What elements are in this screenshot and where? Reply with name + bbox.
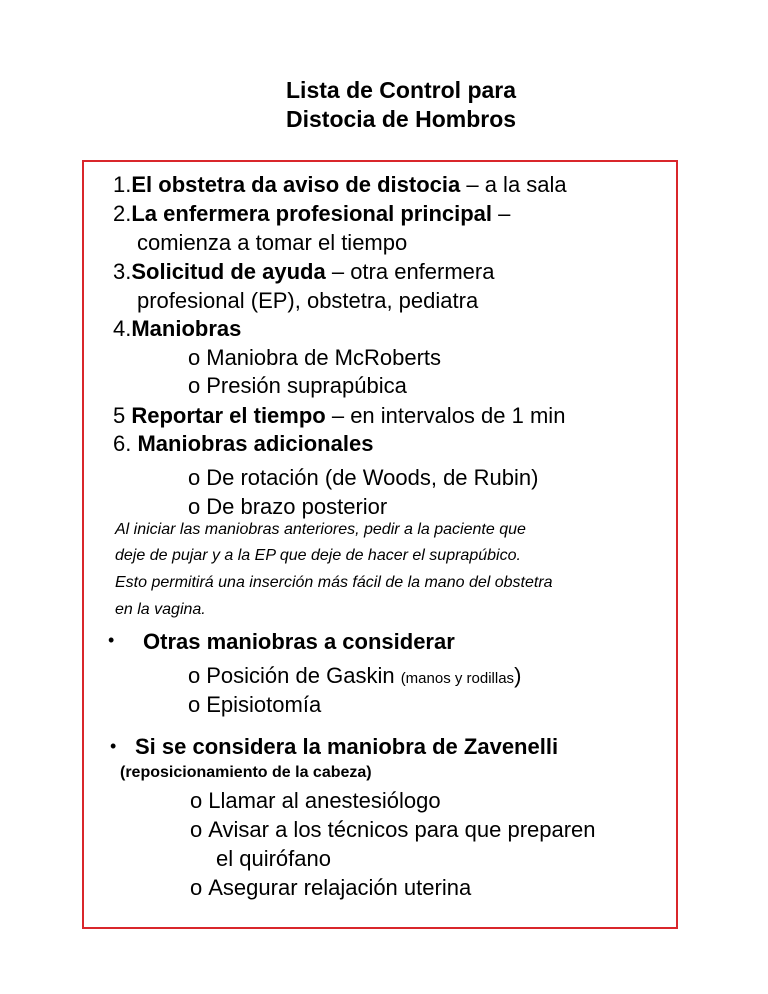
circle-bullet-icon: o (188, 692, 201, 717)
item-number: 5 (113, 403, 132, 428)
circle-bullet-icon: o (190, 875, 203, 900)
item-number: 1. (113, 172, 132, 197)
sub-item (190, 817, 596, 843)
item-6-bold: Maniobras adicionales (137, 431, 374, 456)
note-line: Esto permitirá una inserción más fácil de la mano del obstetra (115, 574, 553, 591)
item-4-bold: Maniobras (131, 316, 242, 341)
note-line: en la vagina. (115, 601, 206, 618)
item-number: 6. (113, 431, 138, 456)
circle-bullet-icon: o (188, 663, 201, 688)
circle-bullet-icon: o (188, 465, 201, 490)
sub-item (188, 465, 538, 491)
sub-item-text: Episiotomía (206, 692, 322, 717)
item-3-bold: Solicitud de ayuda (131, 259, 326, 284)
item-number: 3. (113, 259, 132, 284)
item-3-continuation: profesional (EP), obstetra, pediatra (137, 288, 479, 313)
item-6 (113, 431, 373, 457)
circle-bullet-icon: o (188, 494, 201, 519)
item-2 (113, 201, 510, 227)
item-1-rest: – a la sala (460, 172, 567, 197)
title-line-2: Distocia de Hombros (286, 106, 517, 132)
item-number: 4. (113, 316, 132, 341)
sub-item-close: ) (514, 663, 522, 688)
item-4 (113, 316, 241, 342)
item-3-rest: – otra enfermera (325, 259, 495, 284)
zavenelli-heading: Si se considera la maniobra de Zavenelli (135, 734, 559, 759)
sub-item-text: Posición de Gaskin (206, 663, 401, 688)
bullet-icon: • (110, 736, 117, 756)
item-1-bold: El obstetra da aviso de distocia (131, 172, 461, 197)
sub-item-text: De rotación (de Woods, de Rubin) (206, 465, 539, 490)
item-3 (113, 259, 494, 285)
circle-bullet-icon: o (190, 788, 203, 813)
item-5 (113, 403, 565, 429)
sub-item-continuation: el quirófano (216, 846, 331, 871)
sub-item (190, 875, 471, 901)
circle-bullet-icon: o (188, 373, 201, 398)
sub-item (188, 345, 441, 371)
sub-item (188, 373, 407, 399)
circle-bullet-icon: o (190, 817, 203, 842)
sub-item (188, 692, 321, 718)
other-maneuvers-heading: Otras maniobras a considerar (143, 629, 455, 654)
item-5-rest: – en intervalos de 1 min (325, 403, 566, 428)
item-2-rest: – (492, 201, 511, 226)
item-5-bold: Reportar el tiempo (131, 403, 326, 428)
sub-item-text: Avisar a los técnicos para que preparen (208, 817, 596, 842)
sub-item-text: Presión suprapúbica (206, 373, 407, 398)
note-line: deje de pujar y a la EP que deje de hacer el suprapúbico. (115, 547, 521, 564)
note-line: Al iniciar las maniobras anteriores, pedir a la paciente que (115, 521, 526, 538)
sub-item-text: Maniobra de McRoberts (206, 345, 442, 370)
circle-bullet-icon: o (188, 345, 201, 370)
sub-item-text: De brazo posterior (206, 494, 388, 519)
bullet-icon: • (108, 630, 115, 650)
item-2-bold: La enfermera profesional principal (131, 201, 493, 226)
sub-item-text: Llamar al anestesiólogo (208, 788, 441, 813)
sub-item (190, 788, 441, 814)
sub-item (188, 663, 521, 692)
item-number: 2. (113, 201, 132, 226)
sub-item-note: (manos y rodillas (400, 670, 515, 687)
title-line-1: Lista de Control para (286, 77, 517, 103)
sub-item (188, 494, 387, 520)
item-1 (113, 172, 567, 198)
item-2-continuation: comienza a tomar el tiempo (137, 230, 408, 255)
zavenelli-subheading: (reposicionamiento de la cabeza) (120, 764, 372, 781)
sub-item-text: Asegurar relajación uterina (208, 875, 472, 900)
